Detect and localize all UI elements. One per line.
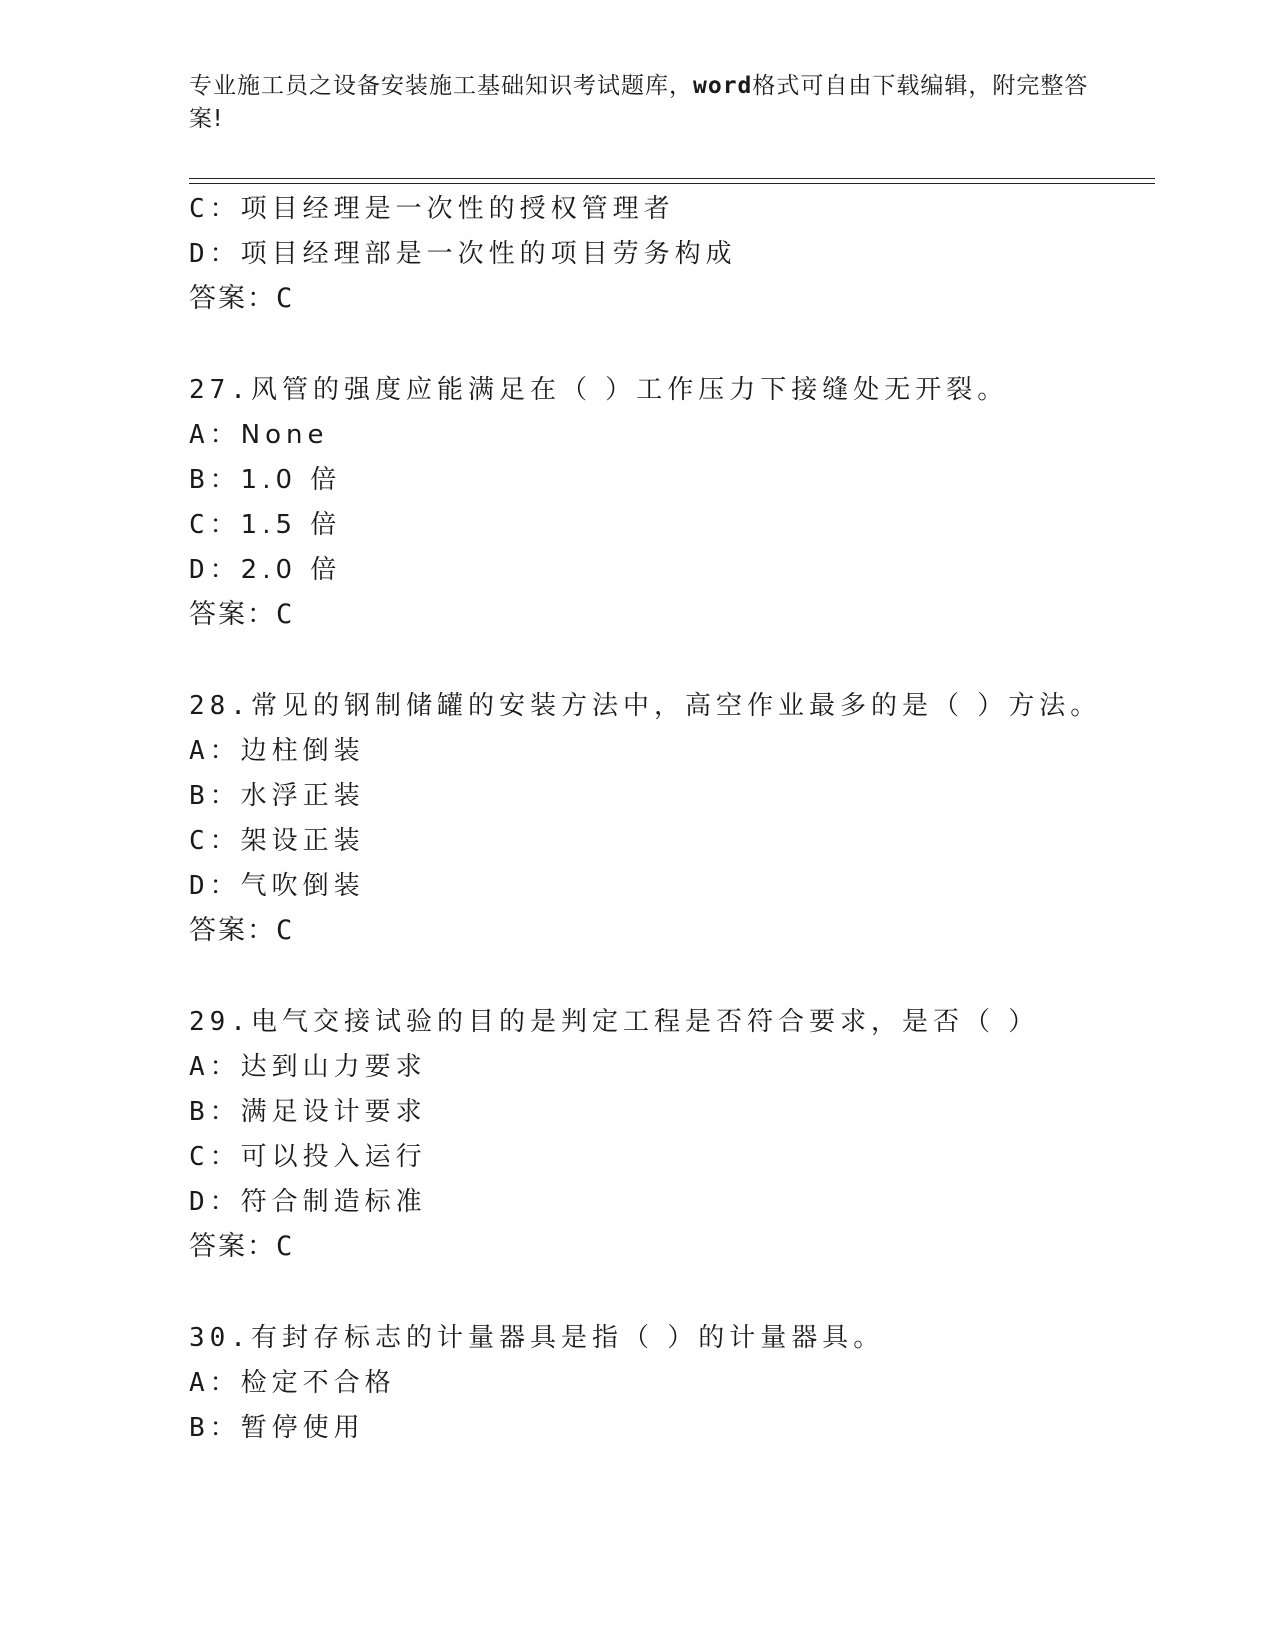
- answer-label: 答案：: [189, 599, 276, 630]
- answer-line: [189, 1230, 294, 1264]
- option-text: 达到山力要求: [240, 1052, 427, 1082]
- option-line: [189, 779, 365, 813]
- option-line: [189, 237, 737, 271]
- option-text: 检定不合格: [240, 1368, 396, 1398]
- answer-line: [189, 598, 294, 632]
- option-text: None: [240, 420, 329, 450]
- header-text-after: 格式可自由下载编辑，附完整答案!: [189, 73, 1089, 132]
- option-line: [189, 1095, 427, 1129]
- option-text: 1.0 倍: [240, 465, 342, 495]
- option-text: 水浮正装: [240, 781, 365, 811]
- option-key: A：: [189, 1368, 241, 1398]
- option-key: D：: [189, 1187, 241, 1217]
- option-line: [189, 553, 341, 587]
- question-number: 28.: [189, 691, 251, 721]
- option-key: C：: [189, 826, 241, 856]
- question-number: 30.: [189, 1323, 251, 1353]
- answer-line: [189, 914, 294, 948]
- question-line: [189, 1321, 884, 1355]
- option-text: 1.5 倍: [240, 510, 342, 540]
- option-text: 气吹倒装: [240, 871, 365, 901]
- option-key: D：: [189, 555, 241, 585]
- option-text: 项目经理部是一次性的项目劳务构成: [240, 239, 737, 269]
- option-line: [189, 869, 365, 903]
- document-header: [189, 70, 1089, 136]
- option-line: [189, 418, 329, 452]
- answer-line: [189, 282, 294, 316]
- option-line: [189, 192, 675, 226]
- option-key: B：: [189, 465, 241, 495]
- option-line: [189, 1185, 427, 1219]
- option-key: A：: [189, 736, 241, 766]
- option-key: B：: [189, 1097, 241, 1127]
- answer-value: C: [276, 283, 295, 314]
- answer-value: C: [276, 915, 295, 946]
- option-key: C：: [189, 1142, 241, 1172]
- option-line: [189, 824, 365, 858]
- option-key: A：: [189, 420, 241, 450]
- option-line: [189, 463, 341, 497]
- question-text: 常见的钢制储罐的安装方法中，高空作业最多的是（ ）方法。: [250, 691, 1102, 721]
- answer-value: C: [276, 1231, 295, 1262]
- question-number: 29.: [189, 1007, 251, 1037]
- question-line: [189, 689, 1101, 723]
- option-text: 符合制造标准: [240, 1187, 427, 1217]
- option-line: [189, 1140, 427, 1174]
- question-text: 风管的强度应能满足在（ ）工作压力下接缝处无开裂。: [250, 375, 1009, 405]
- option-text: 架设正装: [240, 826, 365, 856]
- option-text: 满足设计要求: [240, 1097, 427, 1127]
- option-key: D：: [189, 871, 241, 901]
- option-text: 项目经理是一次性的授权管理者: [240, 194, 675, 224]
- option-key: B：: [189, 781, 241, 811]
- answer-label: 答案：: [189, 1231, 276, 1262]
- answer-label: 答案：: [189, 915, 276, 946]
- option-key: C：: [189, 510, 241, 540]
- option-key: A：: [189, 1052, 241, 1082]
- header-text-latin: word: [693, 73, 753, 99]
- header-divider-bottom: [189, 183, 1155, 184]
- question-line: [189, 373, 1008, 407]
- option-text: 边柱倒装: [240, 736, 365, 766]
- option-line: [189, 1366, 396, 1400]
- answer-label: 答案：: [189, 283, 276, 314]
- option-line: [189, 508, 341, 542]
- option-text: 暂停使用: [240, 1413, 365, 1443]
- question-line: [189, 1005, 1039, 1039]
- header-divider-top: [189, 178, 1155, 179]
- option-text: 2.0 倍: [240, 555, 342, 585]
- header-text-before: 专业施工员之设备安装施工基础知识考试题库，: [189, 73, 693, 99]
- question-text: 有封存标志的计量器具是指（ ）的计量器具。: [250, 1323, 885, 1353]
- option-text: 可以投入运行: [240, 1142, 427, 1172]
- option-line: [189, 1050, 427, 1084]
- option-key: B：: [189, 1413, 241, 1443]
- option-key: C：: [189, 194, 241, 224]
- question-number: 27.: [189, 375, 251, 405]
- answer-value: C: [276, 599, 295, 630]
- option-line: [189, 734, 365, 768]
- option-line: [189, 1411, 365, 1445]
- question-text: 电气交接试验的目的是判定工程是否符合要求，是否（ ）: [250, 1007, 1040, 1037]
- option-key: D：: [189, 239, 241, 269]
